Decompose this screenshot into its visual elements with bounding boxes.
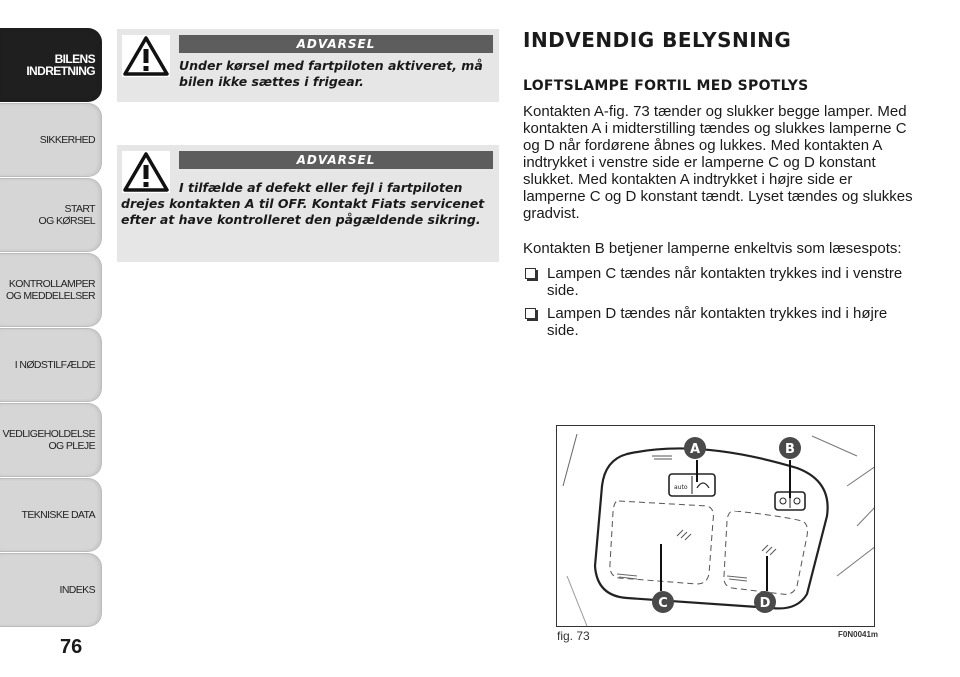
figure-code: F0N0041m — [838, 630, 879, 639]
paragraph-switch-b: Kontakten B betjener lamperne enkeltvis som læsespots: — [523, 240, 902, 257]
callout-d-label: D — [759, 596, 771, 611]
paragraph-switch-a: Kontakten A-fig. 73 tænder og slukker begge lamper. Med kontakten A i midterstilling tændes og slukkes lamperne C og D når fordørene åbnes og lukkes. Med kontakten A indtrykket i venstre side er lamperne C og D konstant slukket. Med kontakten A indtrykket i højre side er lamperne C og D konstant tændt. Lyset tændes og slukkes gradvist. — [523, 103, 913, 222]
ceiling-lamp-figure — [556, 425, 875, 627]
chapter-tabs — [0, 28, 102, 628]
list-item — [523, 305, 913, 339]
section-title: INDVENDIG BELYSNING — [523, 28, 792, 52]
tab-bilens-indretning[interactable]: BILENS INDRETNING — [0, 28, 102, 102]
list-item-text: Lampen D tændes når kontakten trykkes ind i højre side. — [547, 305, 888, 339]
tab-indeks[interactable]: INDEKS — [0, 553, 102, 627]
page-number: 76 — [60, 636, 83, 658]
svg-text:auto: auto — [674, 484, 688, 491]
ceiling-lamp-illustration — [557, 426, 875, 627]
tab-start-og-korsel[interactable]: START OG KØRSEL — [0, 178, 102, 252]
warning-text: I tilfælde af defekt eller fejl i fartpiloten drejes kontakten A til OFF. Kontakt Fiats servicenet efter at have kontrolleret den pågældende sikring. — [121, 180, 485, 227]
tab-sikkerhed[interactable]: SIKKERHED — [0, 103, 102, 177]
tab-kontrollamper[interactable]: KONTROLLAMPER OG MEDDELELSER — [0, 253, 102, 327]
tab-tekniske-data[interactable]: TEKNISKE DATA — [0, 478, 102, 552]
bullet-list — [523, 265, 913, 345]
tab-vedligeholdelse[interactable]: VEDLIGEHOLDELSE OG PLEJE — [0, 403, 102, 477]
checkbox-bullet-icon — [525, 268, 536, 279]
checkbox-bullet-icon — [525, 308, 536, 319]
warning-box — [117, 145, 499, 262]
callout-b-label: B — [785, 442, 795, 457]
figure-caption: fig. 73 — [557, 629, 590, 643]
warning-text: Under kørsel med fartpiloten aktiveret, må bilen ikke sættes i frigear. — [179, 58, 483, 89]
warning-heading: ADVARSEL — [179, 151, 493, 169]
callout-c-label: C — [658, 596, 668, 611]
callout-a-label: A — [689, 442, 701, 457]
tab-i-nodstilfaelde[interactable]: I NØDSTILFÆLDE — [0, 328, 102, 402]
list-item-text: Lampen C tændes når kontakten trykkes ind i venstre side. — [547, 265, 903, 299]
warning-heading: ADVARSEL — [179, 35, 493, 53]
warning-triangle-icon — [122, 35, 170, 77]
warning-box — [117, 29, 499, 102]
section-subtitle: LOFTSLAMPE FORTIL MED SPOTLYS — [523, 78, 809, 94]
list-item — [523, 265, 913, 299]
